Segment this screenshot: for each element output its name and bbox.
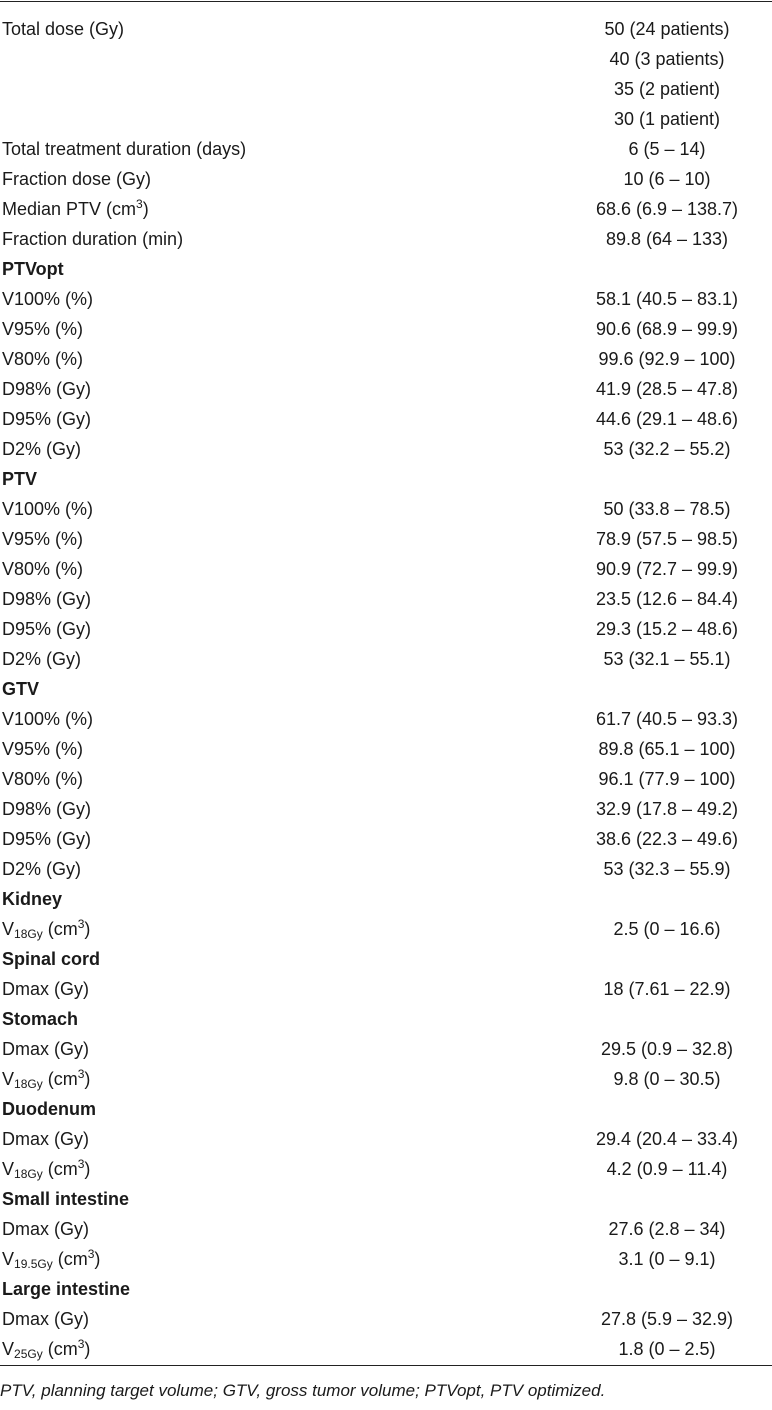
table-row	[0, 1034, 772, 1064]
row-label-text: D98% (Gy)	[2, 589, 92, 609]
section-header-row	[0, 1094, 772, 1124]
table-row	[0, 494, 772, 524]
row-label-text: V	[2, 1339, 15, 1359]
table-top-rule	[0, 1, 772, 2]
table-row	[0, 644, 772, 674]
section-label	[2, 1004, 78, 1034]
row-label-text: D95% (Gy)	[2, 409, 92, 429]
row-value: 53 (32.3 – 55.9)	[603, 859, 731, 879]
label-subscript: 25Gy	[14, 1347, 43, 1361]
row-label	[2, 764, 83, 794]
row-label-text: V95% (%)	[2, 319, 84, 339]
row-label-text: Fraction dose (Gy)	[2, 169, 152, 189]
label-superscript: 3	[77, 1067, 85, 1081]
row-label-text: Dmax (Gy)	[2, 1219, 89, 1239]
row-label	[2, 1064, 90, 1094]
row-value: 44.6 (29.1 – 48.6)	[595, 409, 739, 429]
table-row	[0, 44, 772, 74]
row-value: 29.5 (0.9 – 32.8)	[600, 1039, 734, 1059]
row-label-text: Dmax (Gy)	[2, 1129, 89, 1149]
row-label-text: PTVopt	[2, 259, 64, 279]
label-close-paren: )	[94, 1249, 101, 1269]
row-label	[2, 344, 83, 374]
row-label	[2, 1334, 90, 1364]
row-value: 89.8 (64 – 133)	[605, 229, 729, 249]
section-header-row	[0, 944, 772, 974]
table-row	[0, 794, 772, 824]
row-label	[2, 314, 83, 344]
table-row	[0, 824, 772, 854]
section-label	[2, 464, 37, 494]
row-value: 27.6 (2.8 – 34)	[608, 1219, 726, 1239]
row-label-text: Fraction duration (min)	[2, 229, 184, 249]
row-value: 32.9 (17.8 – 49.2)	[595, 799, 739, 819]
row-value: 6 (5 – 14)	[628, 139, 706, 159]
row-label-text: V	[2, 1159, 15, 1179]
row-label-text: D95% (Gy)	[2, 619, 92, 639]
row-label	[2, 584, 91, 614]
row-value: 50 (24 patients)	[604, 19, 730, 39]
row-value: 29.4 (20.4 – 33.4)	[595, 1129, 739, 1149]
row-value: 50 (33.8 – 78.5)	[603, 499, 731, 519]
label-close-paren: )	[84, 1069, 91, 1089]
table-row	[0, 914, 772, 944]
row-label	[2, 1244, 100, 1274]
label-subscript: 19.5Gy	[14, 1257, 53, 1271]
row-label-text: V100% (%)	[2, 499, 94, 519]
row-label-text: D98% (Gy)	[2, 799, 92, 819]
row-label	[2, 284, 93, 314]
row-label	[2, 374, 91, 404]
row-label-text: Dmax (Gy)	[2, 1309, 89, 1329]
row-label	[2, 974, 89, 1004]
row-label-text: V80% (%)	[2, 559, 84, 579]
section-header-row	[0, 1184, 772, 1214]
row-label-text: D2% (Gy)	[2, 649, 82, 669]
label-unit: (cm	[42, 1339, 78, 1359]
table-row	[0, 404, 772, 434]
row-label	[2, 404, 91, 434]
row-label-text: Stomach	[2, 1009, 79, 1029]
table-row	[0, 434, 772, 464]
row-label-text: Small intestine	[2, 1189, 130, 1209]
section-label	[2, 1274, 130, 1304]
row-label	[2, 794, 91, 824]
row-label-text: Large intestine	[2, 1279, 131, 1299]
table-row	[0, 1334, 772, 1364]
row-label	[2, 614, 91, 644]
row-value: 4.2 (0.9 – 11.4)	[606, 1159, 728, 1179]
row-label-text: Spinal cord	[2, 949, 101, 969]
row-label	[2, 854, 81, 884]
table-row	[0, 704, 772, 734]
label-superscript: 3	[77, 1337, 85, 1351]
label-close-paren: )	[84, 1339, 91, 1359]
table-row	[0, 224, 772, 254]
row-label-text: V95% (%)	[2, 739, 84, 759]
row-label-text: D2% (Gy)	[2, 859, 82, 879]
table-row	[0, 854, 772, 884]
row-label	[2, 734, 83, 764]
label-close-paren: )	[84, 919, 91, 939]
row-label	[2, 824, 91, 854]
row-value: 35 (2 patient)	[613, 79, 721, 99]
section-header-row	[0, 464, 772, 494]
row-label-text: V80% (%)	[2, 769, 84, 789]
row-label-text: Dmax (Gy)	[2, 979, 89, 999]
row-value: 2.5 (0 – 16.6)	[613, 919, 721, 939]
row-label	[2, 1304, 89, 1334]
row-value: 89.8 (65.1 – 100)	[598, 739, 736, 759]
dosimetry-table	[0, 14, 772, 1364]
label-superscript: 3	[136, 197, 143, 211]
section-label	[2, 1094, 96, 1124]
row-value: 96.1 (77.9 – 100)	[598, 769, 736, 789]
row-value: 18 (7.61 – 22.9)	[603, 979, 731, 999]
row-value: 78.9 (57.5 – 98.5)	[595, 529, 739, 549]
row-value: 3.1 (0 – 9.1)	[618, 1249, 716, 1269]
label-superscript: 3	[77, 1157, 85, 1171]
row-label	[2, 164, 151, 194]
table-row	[0, 194, 772, 224]
row-label-text: V95% (%)	[2, 529, 84, 549]
row-label	[2, 1034, 89, 1064]
row-label-text: Kidney	[2, 889, 63, 909]
row-value: 53 (32.1 – 55.1)	[603, 649, 731, 669]
table-row	[0, 974, 772, 1004]
row-label	[2, 134, 246, 164]
section-label	[2, 254, 64, 284]
table-row	[0, 344, 772, 374]
row-label-text: V	[2, 1069, 15, 1089]
row-label	[2, 644, 81, 674]
row-value: 53 (32.2 – 55.2)	[603, 439, 731, 459]
row-value: 23.5 (12.6 – 84.4)	[595, 589, 739, 609]
table-footnote: PTV, planning target volume; GTV, gross tumor volume; PTVopt, PTV optimized.	[0, 1381, 606, 1400]
table-row	[0, 104, 772, 134]
row-label	[2, 494, 93, 524]
label-superscript: 3	[87, 1247, 95, 1261]
row-label-text: PTV	[2, 469, 38, 489]
label-superscript: 3	[77, 917, 85, 931]
row-label	[2, 524, 83, 554]
row-label-text: Total treatment duration (days)	[2, 139, 247, 159]
row-label-text: D2% (Gy)	[2, 439, 82, 459]
row-label-text: D98% (Gy)	[2, 379, 92, 399]
row-label-text: V100% (%)	[2, 289, 94, 309]
row-label	[2, 914, 90, 944]
label-subscript: 18Gy	[14, 927, 43, 941]
table-row	[0, 1304, 772, 1334]
table-row	[0, 614, 772, 644]
row-label	[2, 434, 81, 464]
row-value: 58.1 (40.5 – 83.1)	[595, 289, 739, 309]
row-value: 68.6 (6.9 – 138.7)	[595, 199, 739, 219]
section-header-row	[0, 254, 772, 284]
label-unit: (cm	[42, 1159, 78, 1179]
table-row	[0, 14, 772, 44]
row-label-text: Dmax (Gy)	[2, 1039, 89, 1059]
label-unit: (cm	[52, 1249, 88, 1269]
row-value: 90.6 (68.9 – 99.9)	[595, 319, 739, 339]
table-row	[0, 584, 772, 614]
label-subscript: 18Gy	[14, 1077, 43, 1091]
row-label	[2, 14, 124, 44]
row-label	[2, 1154, 90, 1184]
row-value: 41.9 (28.5 – 47.8)	[595, 379, 739, 399]
label-unit: (cm	[42, 919, 78, 939]
row-value: 1.8 (0 – 2.5)	[618, 1339, 716, 1359]
section-header-row	[0, 884, 772, 914]
row-value: 10 (6 – 10)	[623, 169, 711, 189]
label-close-paren: )	[84, 1159, 91, 1179]
table-row	[0, 524, 772, 554]
row-value: 99.6 (92.9 – 100)	[598, 349, 736, 369]
table-row	[0, 314, 772, 344]
label-close-paren: )	[142, 199, 149, 219]
row-label-text: Median PTV (cm	[2, 199, 137, 219]
row-value: 9.8 (0 – 30.5)	[613, 1069, 721, 1089]
table-row	[0, 554, 772, 584]
table-row	[0, 374, 772, 404]
table-row	[0, 1214, 772, 1244]
section-header-row	[0, 674, 772, 704]
table-row	[0, 164, 772, 194]
section-label	[2, 884, 62, 914]
row-value: 29.3 (15.2 – 48.6)	[595, 619, 739, 639]
row-label-text: V	[2, 919, 15, 939]
row-label-text: V	[2, 1249, 15, 1269]
section-label	[2, 1184, 129, 1214]
row-value: 38.6 (22.3 – 49.6)	[595, 829, 739, 849]
table-row	[0, 134, 772, 164]
row-value: 30 (1 patient)	[613, 109, 721, 129]
table-row	[0, 764, 772, 794]
section-label	[2, 674, 39, 704]
table-bottom-rule	[0, 1365, 772, 1366]
table-row	[0, 74, 772, 104]
section-label	[2, 944, 100, 974]
table-row	[0, 1244, 772, 1274]
row-label	[2, 1214, 89, 1244]
label-unit: (cm	[42, 1069, 78, 1089]
row-label-text: D95% (Gy)	[2, 829, 92, 849]
row-label	[2, 554, 83, 584]
row-label-text: Duodenum	[2, 1099, 96, 1119]
row-value: 90.9 (72.7 – 99.9)	[595, 559, 739, 579]
table-row	[0, 1064, 772, 1094]
row-label-text: GTV	[2, 679, 40, 699]
row-label-text: Total dose (Gy)	[2, 19, 125, 39]
row-label	[2, 1124, 89, 1154]
row-value: 61.7 (40.5 – 93.3)	[595, 709, 739, 729]
row-label-text: V100% (%)	[2, 709, 94, 729]
table-row	[0, 734, 772, 764]
row-label-text: V80% (%)	[2, 349, 84, 369]
row-label	[2, 704, 93, 734]
row-value: 27.8 (5.9 – 32.9)	[600, 1309, 734, 1329]
row-value: 40 (3 patients)	[609, 49, 725, 69]
table-row	[0, 1124, 772, 1154]
label-subscript: 18Gy	[14, 1167, 43, 1181]
table-row	[0, 284, 772, 314]
row-label	[2, 194, 149, 224]
table-row	[0, 1154, 772, 1184]
row-label	[2, 224, 183, 254]
section-header-row	[0, 1004, 772, 1034]
section-header-row	[0, 1274, 772, 1304]
